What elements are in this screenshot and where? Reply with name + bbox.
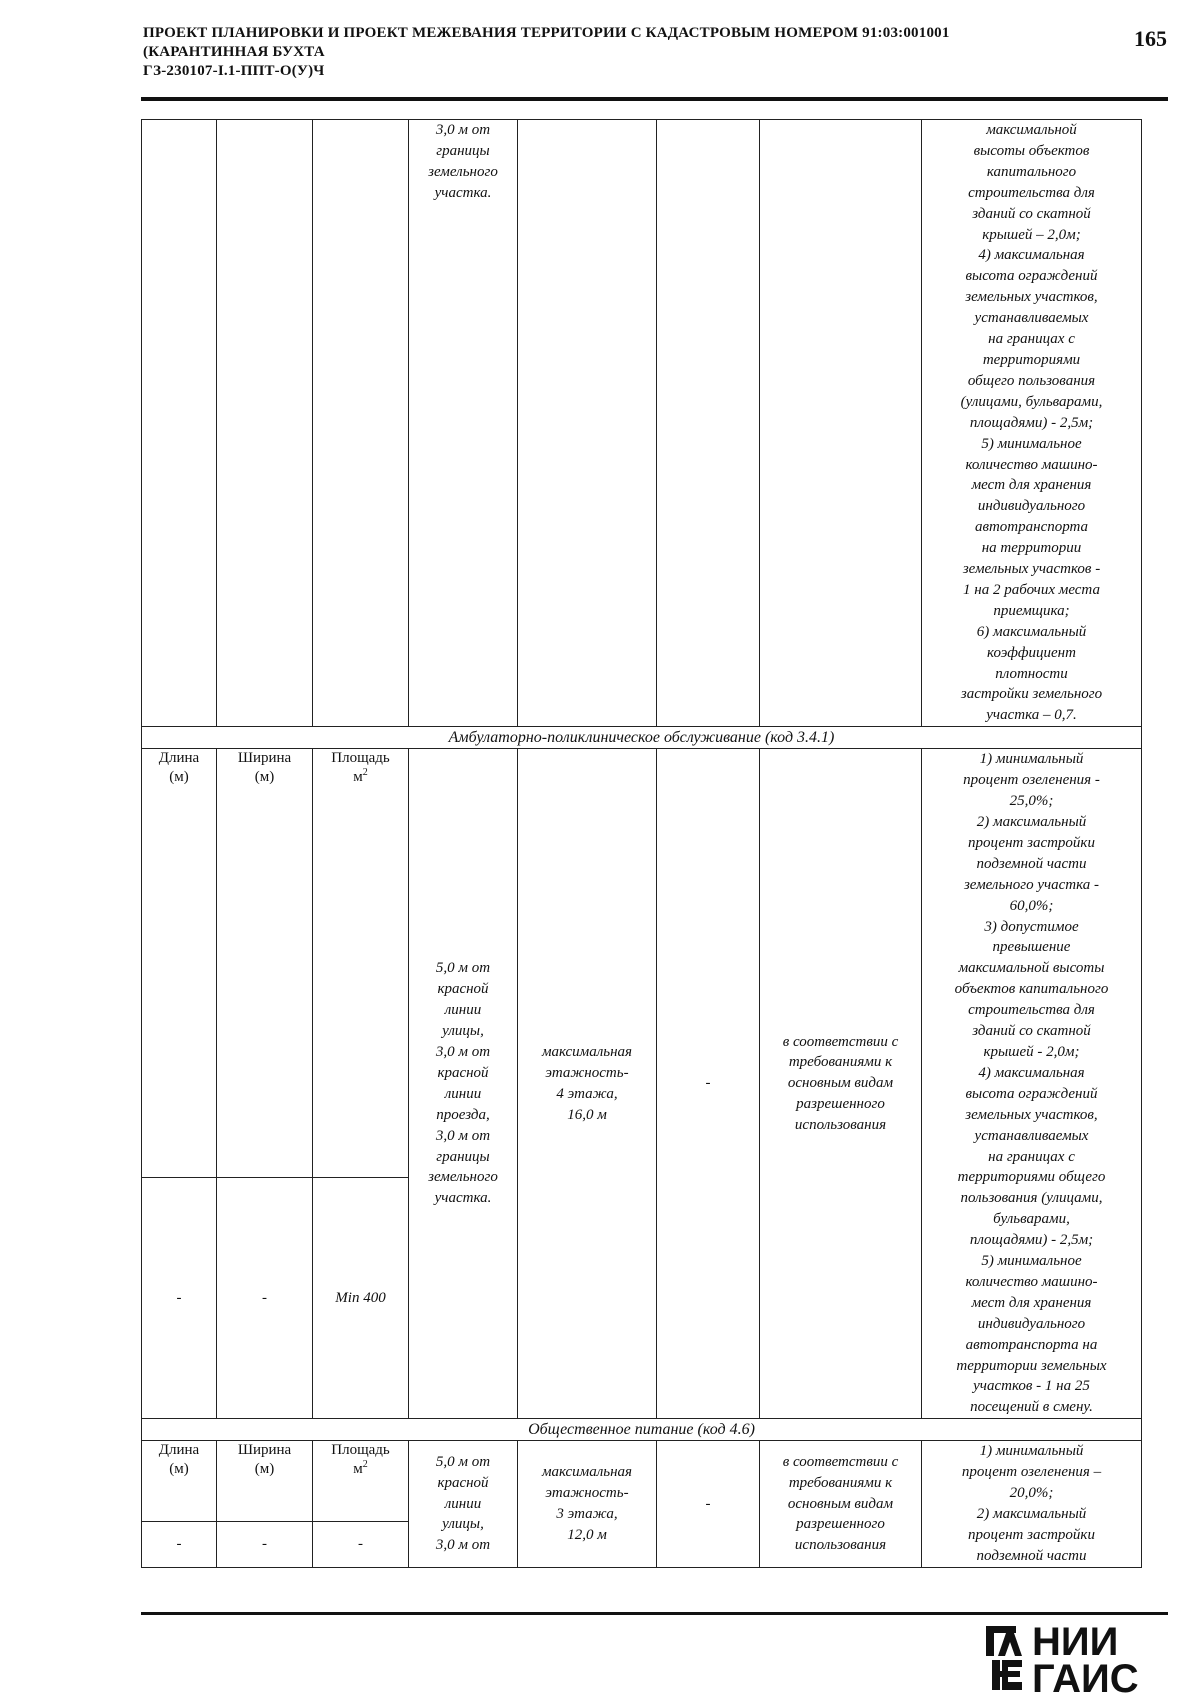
setback-cell: 5,0 м от красной линии улицы, 3,0 м от <box>409 1441 518 1567</box>
footer-rule <box>141 1612 1168 1615</box>
logo-text-line2: ГАИС <box>1032 1657 1139 1696</box>
gaiis-logo <box>970 1620 1170 1696</box>
floors-cell: максимальная этажность- 4 этажа, 16,0 м <box>518 749 657 1419</box>
area-cell: Min 400 <box>313 1178 409 1419</box>
accordance-cell: в соответствии с требованиями к основным видам разрешенного использования <box>760 1441 922 1567</box>
zoning-table <box>141 119 1142 1568</box>
section-title: Амбулаторно-поликлиническое обслуживание (код 3.4.1) <box>142 727 1142 749</box>
head-area-label: Площадь <box>331 1442 390 1459</box>
section-header-row <box>142 749 1142 1178</box>
head-area-label: Площадь <box>331 750 390 767</box>
coverage-cell: - <box>657 1441 760 1567</box>
cell-empty <box>657 120 760 727</box>
header-rule <box>141 97 1168 101</box>
document-header <box>143 24 1103 81</box>
logo-mark-icon <box>986 1626 1022 1690</box>
width-cell: - <box>217 1178 313 1419</box>
setback-cell: 3,0 м от границы земельного участка. <box>409 120 518 727</box>
page-number: 165 <box>1134 26 1167 51</box>
head-area-sup: 2 <box>362 767 368 779</box>
section-title-row <box>142 727 1142 749</box>
params-cell: 1) минимальный процент озеленения - 25,0%; 2) максимальный процент застройки подземной части земельного участка - 60,0%; 3) допустимое превышение максимальной высоты объектов капитального строительства для зданий со скатной крышей - 2,0м; 4) максимальная высота ограждений земельных участков, устанавливаемых на границах с территориями общего пользования (улицами, бульварами, площадями) - 2,5м; 5) минимальное количество машино- мест для хранения индивидуального автотранспорта на территории земельных участков - 1 на 25 посещений в смену. <box>922 749 1142 1419</box>
continuation-row <box>142 120 1142 727</box>
accordance-cell: в соответствии с требованиями к основным видам разрешенного использования <box>760 749 922 1419</box>
length-cell: - <box>142 1178 217 1419</box>
head-area-unit: м <box>353 769 363 786</box>
header-title-line1: ПРОЕКТ ПЛАНИРОВКИ И ПРОЕКТ МЕЖЕВАНИЯ ТЕРРИТОРИИ С КАДАСТРОВЫМ НОМЕРОМ 91:03:001001 <box>143 25 950 41</box>
header-code: ГЗ-230107-I.1-ППТ-О(У)Ч <box>143 63 325 79</box>
setback-cell: 5,0 м от красной линии улицы, 3,0 м от красной линии проезда, 3,0 м от границы земельного участка. <box>409 749 518 1419</box>
head-width: Ширина (м) <box>217 1441 313 1522</box>
head-area <box>313 749 409 1178</box>
cell-empty <box>313 120 409 727</box>
head-area <box>313 1441 409 1522</box>
area-cell: - <box>313 1522 409 1567</box>
params-cell: максимальной высоты объектов капитального строительства для зданий со скатной крышей – 2,0м; 4) максимальная высота ограждений земельных участков, устанавливаемых на границах с территориями общего пользования (улицами, бульварами, площадями) - 2,5м; 5) минимальное количество машино- мест для хранения индивидуального автотранспорта на территории земельных участков - 1 на 2 рабочих места приемщика; 6) максимальный коэффициент плотности застройки земельного участка – 0,7. <box>922 120 1142 727</box>
cell-empty <box>760 120 922 727</box>
section-title-row <box>142 1419 1142 1441</box>
cell-empty <box>142 120 217 727</box>
head-length: Длина (м) <box>142 1441 217 1522</box>
logo-text-line1: НИИ <box>1032 1620 1119 1664</box>
coverage-cell: - <box>657 749 760 1419</box>
floors-cell: максимальная этажность- 3 этажа, 12,0 м <box>518 1441 657 1567</box>
params-cell: 1) минимальный процент озеленения – 20,0%; 2) максимальный процент застройки подземной части <box>922 1441 1142 1567</box>
cell-empty <box>217 120 313 727</box>
section-title: Общественное питание (код 4.6) <box>142 1419 1142 1441</box>
head-area-sup: 2 <box>362 1459 368 1471</box>
cell-empty <box>518 120 657 727</box>
head-area-unit: м <box>353 1461 363 1478</box>
head-length: Длина (м) <box>142 749 217 1178</box>
head-width: Ширина (м) <box>217 749 313 1178</box>
length-cell: - <box>142 1522 217 1567</box>
width-cell: - <box>217 1522 313 1567</box>
header-title-line2: (КАРАНТИННАЯ БУХТА <box>143 44 325 60</box>
section-header-row <box>142 1441 1142 1522</box>
